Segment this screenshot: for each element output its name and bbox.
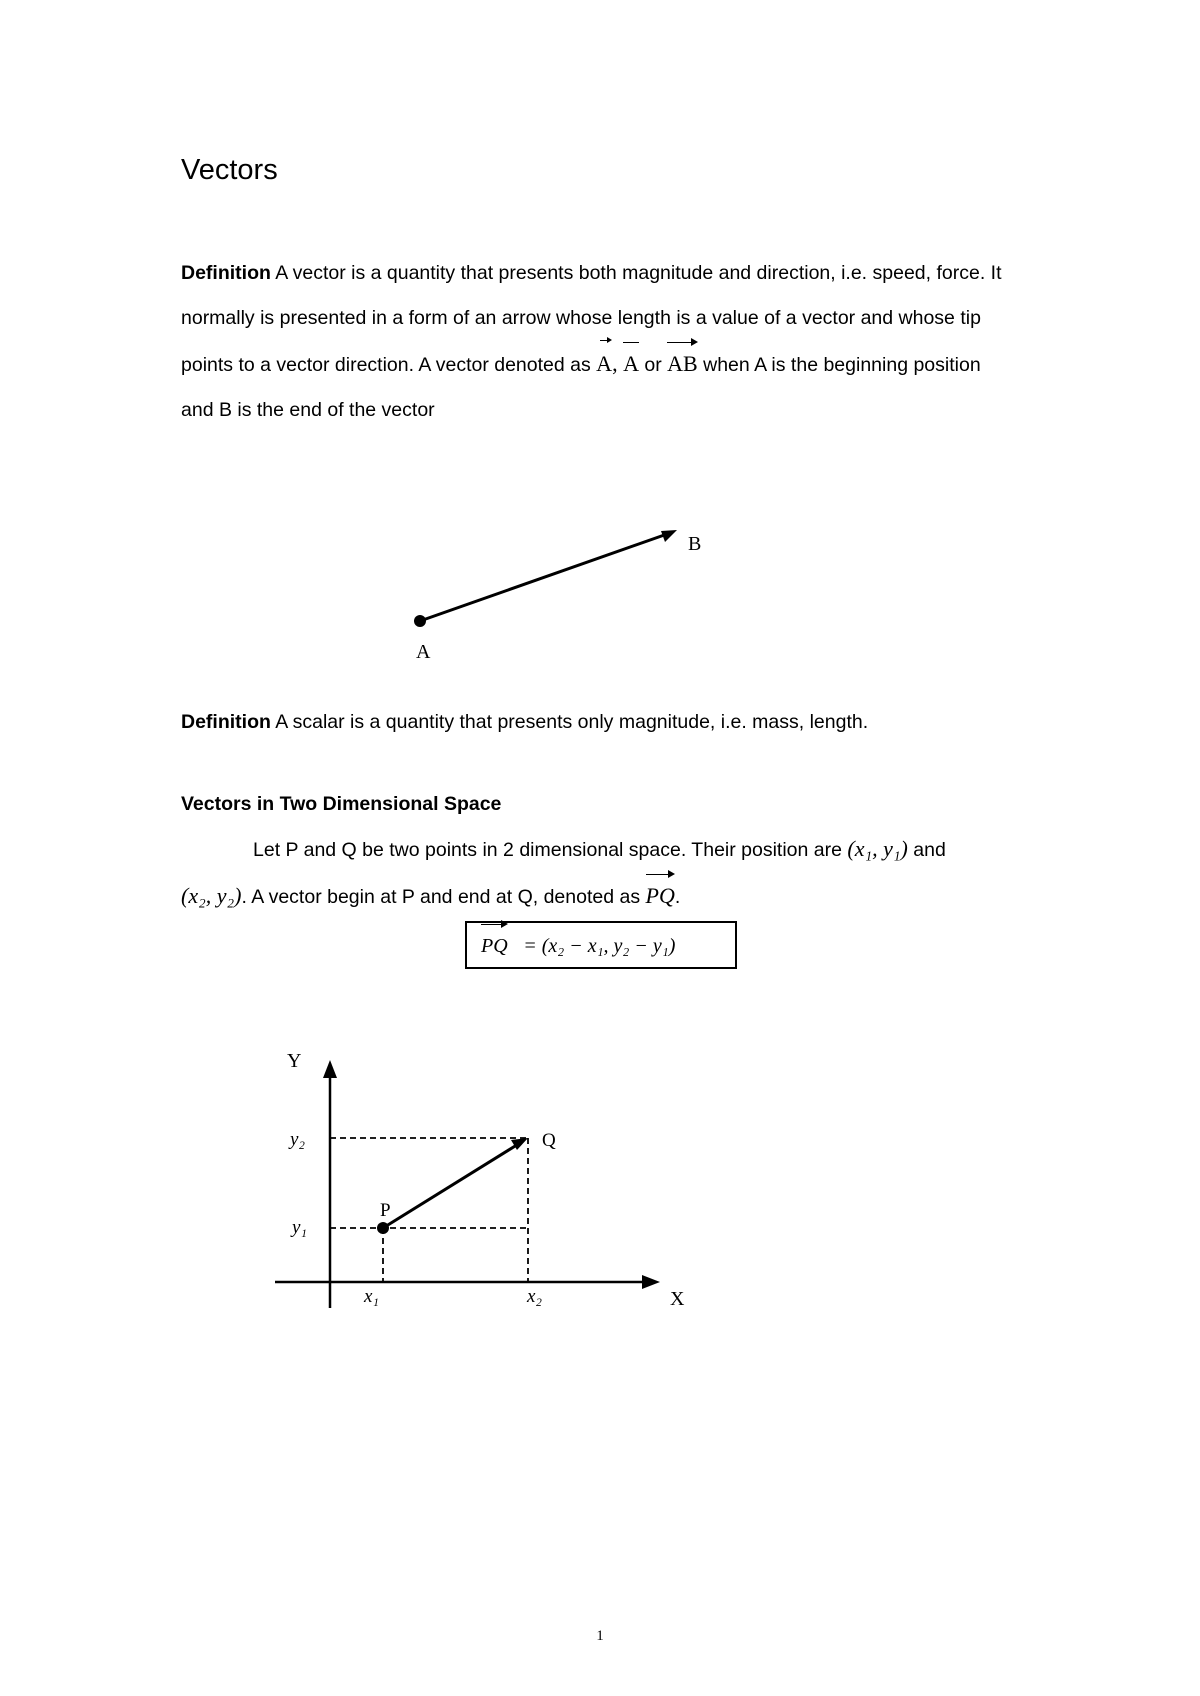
- label-p: P: [380, 1200, 391, 1221]
- vector-pq-symbol: PQ: [646, 873, 675, 918]
- definition-text: A scalar is a quantity that presents only magnitude, i.e. mass, length.: [270, 711, 869, 733]
- definition-label: Definition: [181, 711, 271, 733]
- section-line-2: [181, 873, 1101, 920]
- definition-line-4: and B is the end of the vector: [181, 399, 435, 421]
- or-text: or: [638, 354, 668, 376]
- definition-line-2: normally is presented in a form of an arrow whose length is a value of a vector and whose tip: [181, 307, 981, 329]
- definition-line-1: [181, 251, 1101, 296]
- label-b: B: [688, 533, 702, 555]
- x2-label: x₂: [527, 1286, 543, 1307]
- vector-symbol-a-arrow: A: [596, 341, 612, 386]
- definition-line-3: [181, 341, 1101, 388]
- formula-lhs: PQ: [481, 923, 508, 969]
- definition-text: A vector is a quantity that presents both magnitude and direction, i.e. speed, force. It: [270, 262, 1002, 284]
- vector-symbol-ab: AB: [667, 341, 698, 386]
- coordinate-diagram: [260, 1040, 700, 1320]
- section-text: Let P and Q be two points in 2 dimensional space. Their position are: [253, 839, 848, 861]
- label-a: A: [416, 641, 431, 663]
- label-q: Q: [542, 1130, 556, 1151]
- comma: ,: [612, 351, 618, 376]
- section-text: . A vector begin at P and end at Q, denoted as: [241, 886, 646, 908]
- vector-ab-line: [420, 533, 670, 621]
- page-title: Vectors: [181, 154, 278, 186]
- formula-box: [465, 921, 737, 969]
- page-number: 1: [596, 1628, 604, 1644]
- definition-scalar: [181, 700, 1101, 745]
- point-q-coords: (x₂, y₂): [181, 883, 242, 908]
- section-line-1: [181, 826, 1101, 873]
- y-axis-label: Y: [287, 1050, 302, 1072]
- definition-label: Definition: [181, 262, 271, 284]
- y-axis-arrowhead-icon: [323, 1060, 337, 1078]
- x1-label: x₁: [364, 1286, 380, 1307]
- y1-label: y₁: [292, 1217, 308, 1238]
- formula-rhs: = (x₂ − x₁, y₂ − y₁): [523, 935, 676, 957]
- arrowhead-icon: [661, 530, 677, 542]
- vector-notation: [596, 351, 639, 376]
- definition-text: points to a vector direction. A vector denoted as: [181, 354, 597, 376]
- vector-ab-figure: [380, 515, 720, 665]
- section-text: and: [907, 839, 946, 861]
- definition-vector: [181, 251, 1101, 433]
- x-axis-arrowhead-icon: [642, 1275, 660, 1289]
- section-heading: Vectors in Two Dimensional Space: [181, 793, 502, 815]
- vector-symbol-a-bar: A: [623, 341, 639, 386]
- section-text: .: [674, 886, 681, 908]
- vector-pq-line: [383, 1143, 520, 1228]
- point-p-dot: [377, 1222, 389, 1234]
- point-a-dot: [414, 615, 426, 627]
- definition-text: when A is the beginning position: [697, 354, 981, 376]
- y2-label: y₂: [290, 1129, 306, 1150]
- point-p-coords: (x₁, y₁): [847, 836, 908, 861]
- x-axis-label: X: [670, 1288, 685, 1310]
- section-paragraph: [181, 826, 1101, 920]
